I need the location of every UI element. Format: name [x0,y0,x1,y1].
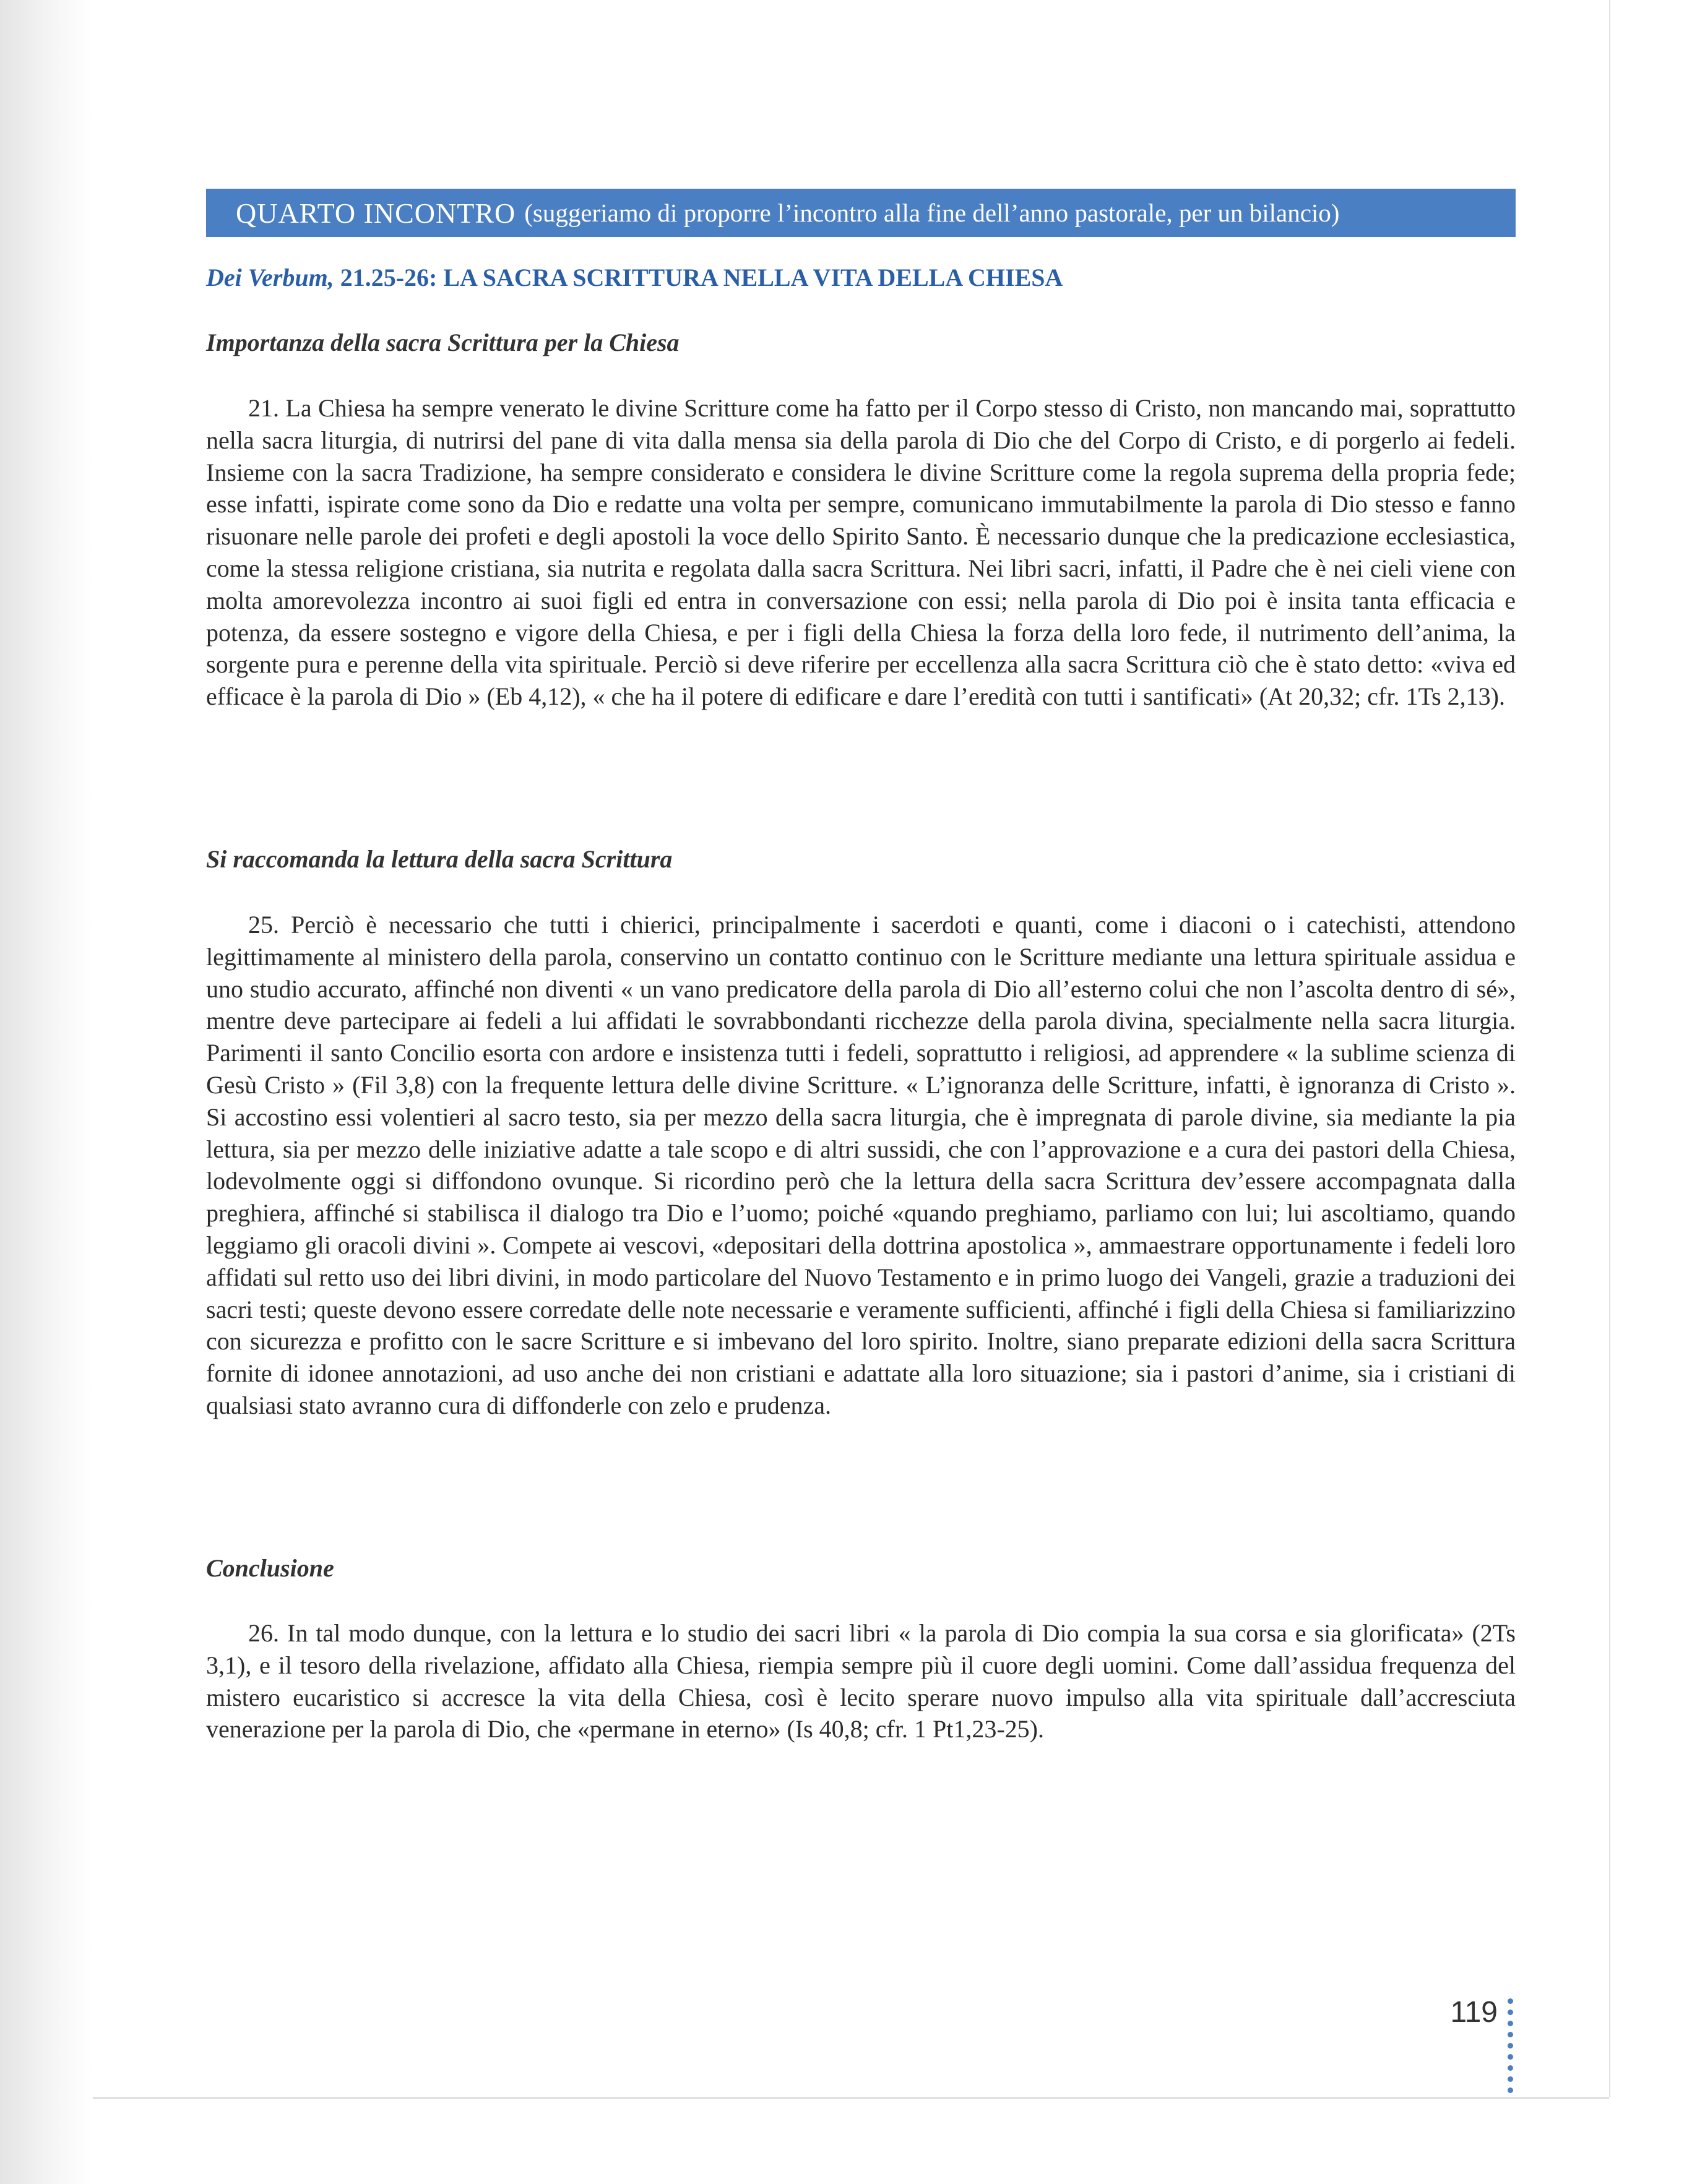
document-source: Dei Verbum, [206,264,334,291]
decorative-dot-column [1508,1998,1515,2099]
decorative-dot [1508,2032,1513,2037]
section-heading-lettura: Si raccomanda la lettura della sacra Scrittura [206,845,673,873]
decorative-dot [1508,2021,1513,2026]
decorative-dot [1508,2054,1513,2060]
decorative-dot [1508,1998,1513,2004]
decorative-dot [1508,2010,1513,2015]
meeting-note: (suggeriamo di proporre l’incontro alla fine dell’anno pastorale, per un bilancio) [524,199,1340,227]
paragraph-25: 25. Perciò è necessario che tutti i chierici, principalmente i sacerdoti e quanti, come i diaconi o i catechisti, attendono legittimamente al ministero della parola, conservino un contatto continuo con le Scritture mediante una lettura spirituale assidua e uno studio accurato, affinché non diventi « un vano predicatore della parola di Dio all’esterno colui che non l’ascolta dentro di sé», mentre deve partecipare ai fedeli a lui affidati le sovrabbondanti ricchezze della parola divina, specialmente nella sacra liturgia. Parimenti il santo Concilio esorta con ardore e insistenza tutti i fedeli, soprattutto i religiosi, ad apprendere « la sublime scienza di Gesù Cristo » (Fil 3,8) con la frequente lettura delle divine Scritture. « L’ignoranza delle Scritture, infatti, è ignoranza di Cristo ». Si accostino essi volentieri al sacro testo, sia per mezzo della sacra liturgia, che è impregnata di parole divine, sia mediante la pia lettura, sia per mezzo delle iniziative adatte a tale scopo e di altri sussidi, che con l’approvazione e a cura dei pastori della Chiesa, lodevolmente oggi si diffondono ovunque. Si ricordino però che la lettura della sacra Scrittura dev’essere accompagnata dalla preghiera, affinché si stabilisca il dialogo tra Dio e l’uomo; poiché «quando preghiamo, parliamo con lui; lui ascoltiamo, quando leggiamo gli oracoli divini ». Compete ai vescovi, «depositari della dottrina apostolica », ammaestrare opportunamente i fedeli loro affidati sul retto uso dei libri divini, in modo particolare del Nuovo Testamento e in primo luogo dei Vangeli, grazie a traduzioni dei sacri testi; queste devono essere corredate delle note necessarie e veramente sufficienti, affinché i figli della Chiesa si familiarizzino con sicurezza e profitto con le sacre Scritture e si imbevano del loro spirito. Inoltre, siano preparate edizioni della sacra Scrittura fornite di idonee annotazioni, ad uso anche dei non cristiani e adattate alla loro situazione; sia i pastori d’anime, sia i cristiani di qualsiasi stato avranno cura di diffonderle con zelo e prudenza. [206,911,1516,1419]
page-bottom-edge [93,2097,1609,2099]
decorative-dot [1508,2087,1513,2093]
page-right-edge [1609,0,1610,2097]
decorative-dot [1508,2076,1513,2082]
section-heading-importanza: Importanza della sacra Scrittura per la Chiesa [206,329,680,356]
paragraph-21: 21. La Chiesa ha sempre venerato le divine Scritture come ha fatto per il Corpo stesso di Cristo, non mancando mai, soprattutto nella sacra liturgia, di nutrirsi del pane di vita dalla mensa sia della parola di Dio che del Corpo di Cristo, e di porgerlo ai fedeli. Insieme con la sacra Tradizione, ha sempre considerato e considera le divine Scritture come la regola suprema della propria fede; esse infatti, ispirate come sono da Dio e redatte una volta per sempre, comunicano immutabilmente la parola di Dio stesso e fanno risuonare nelle parole dei profeti e degli apostoli la voce dello Spirito Santo. È necessario dunque che la predicazione ecclesiastica, come la stessa religione cristiana, sia nutrita e regolata dalla sacra Scrittura. Nei libri sacri, infatti, il Padre che è nei cieli viene con molta amorevolezza incontro ai suoi figli ed entra in conversazione con essi; nella parola di Dio poi è insita tanta efficacia e potenza, da essere sostegno e vigore della Chiesa, e per i figli della Chiesa la forza della loro fede, il nutrimento dell’anima, la sorgente pura e perenne della vita spirituale. Perciò si deve riferire per eccellenza alla sacra Scrittura ciò che è stato detto: «viva ed efficace è la parola di Dio » (Eb 4,12), « che ha il potere di edificare e dare l’eredità con tutti i santificati» (At 20,32; cfr. 1Ts 2,13). [206,394,1516,711]
paragraph-26: 26. In tal modo dunque, con la lettura e lo studio dei sacri libri « la parola di Dio compia la sua corsa e sia glorificata» (2Ts 3,1), e il tesoro della rivelazione, affidato alla Chiesa, riempia sempre più il cuore degli uomini. Come dall’assidua frequenza del mistero eucaristico si accresce la vita della Chiesa, così è lecito sperare nuovo impulso alla vita spirituale dall’accresciuta venerazione per la parola di Dio, che «permane in eterno» (Is 40,8; cfr. 1 Pt1,23-25). [206,1619,1516,1743]
document-title [206,263,1063,292]
decorative-dot [1508,2043,1513,2049]
page-gutter-shadow [0,0,93,2184]
meeting-label: QUARTO INCONTRO [236,197,516,229]
meeting-header-band [206,189,1516,237]
section-heading-conclusione: Conclusione [206,1554,334,1582]
page-number: 119 [1450,1996,1498,2029]
document-title-rest: 21.25-26: LA SACRA SCRITTURA NELLA VITA DELLA CHIESA [334,264,1063,291]
decorative-dot [1508,2065,1513,2071]
